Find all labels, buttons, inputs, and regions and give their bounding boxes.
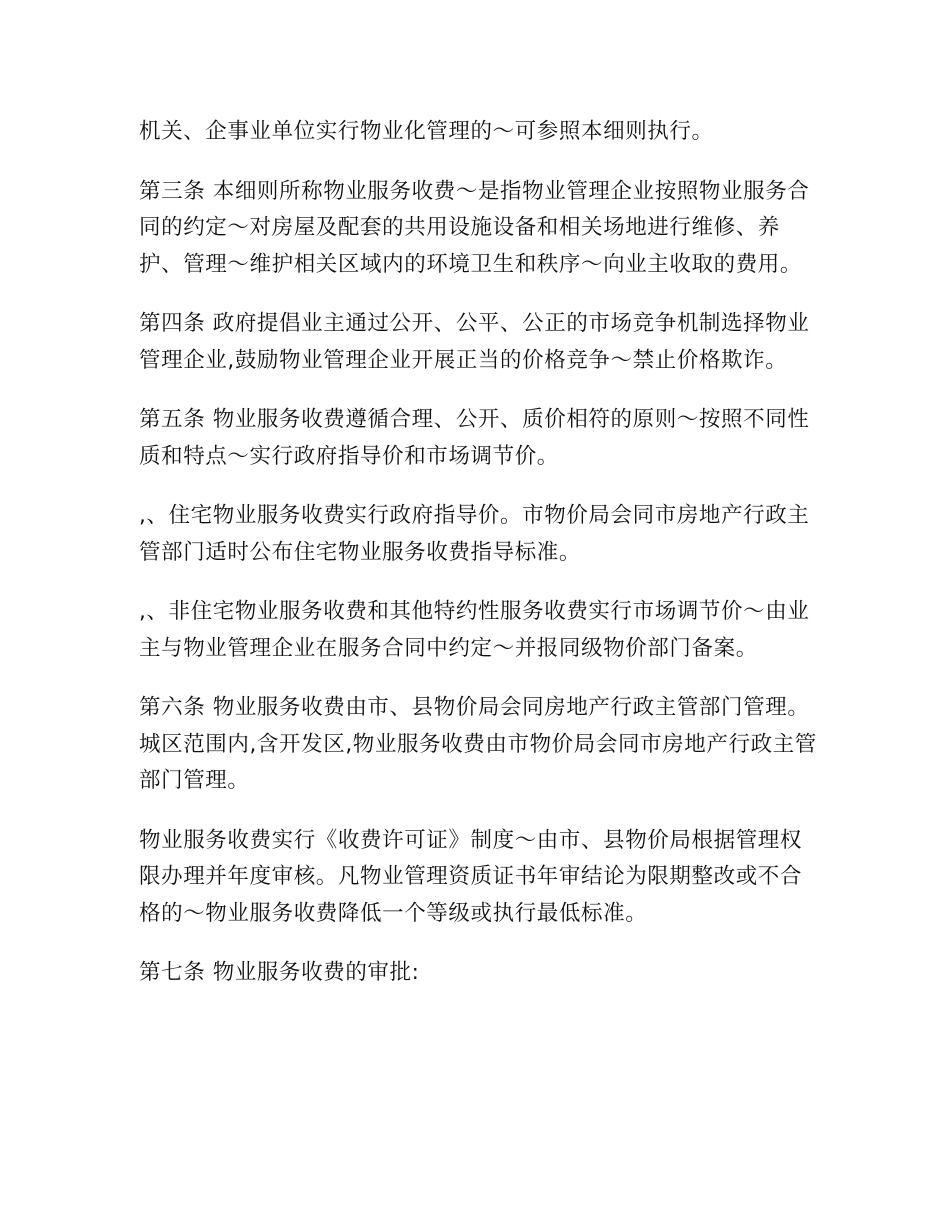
paragraph-non-residential-fees: ,、非住宅物业服务收费和其他特约性服务收费实行市场调节价～由业主与物业管理企业在服务合同中约定～并报同级物价部门备案。: [139, 599, 810, 661]
paragraph-article-7: 第七条 物业服务收费的审批:: [139, 960, 420, 985]
paragraph-residential-fees: ,、住宅物业服务收费实行政府指导价。市物价局会同市房地产行政主管部门适时公布住宅物业服务收费指导标准。: [139, 503, 810, 565]
paragraph-article-4: 第四条 政府提倡业主通过公开、公平、公正的市场竞争机制选择物业管理企业,鼓励物业管理企业开展正当的价格竞争～禁止价格欺诈。: [139, 311, 810, 373]
paragraph-article-6: 第六条 物业服务收费由市、县物价局会同房地产行政主管部门管理。城区范围内,含开发区,物业服务收费由市物价局会同市房地产行政主管部门管理。: [139, 695, 817, 793]
paragraph-fee-license: 物业服务收费实行《收费许可证》制度～由市、县物价局根据管理权限办理并年度审核。凡物业管理资质证书年审结论为限期整改或不合格的～物业服务收费降低一个等级或执行最低标准。: [139, 827, 803, 926]
paragraph-article-5: 第五条 物业服务收费遵循合理、公开、质价相符的原则～按照不同性质和特点～实行政府指导价和市场调节价。: [139, 407, 810, 469]
paragraph-scope: 机关、企事业单位实行物业化管理的～可参照本细则执行。: [139, 119, 714, 144]
paragraph-article-3: 第三条 本细则所称物业服务收费～是指物业管理企业按照物业服务合同的约定～对房屋及配套的共用设施设备和相关场地进行维修、养护、管理～维护相关区域内的环境卫生和秩序～向业主收取的费用。: [139, 178, 810, 277]
document-body: [139, 114, 819, 992]
